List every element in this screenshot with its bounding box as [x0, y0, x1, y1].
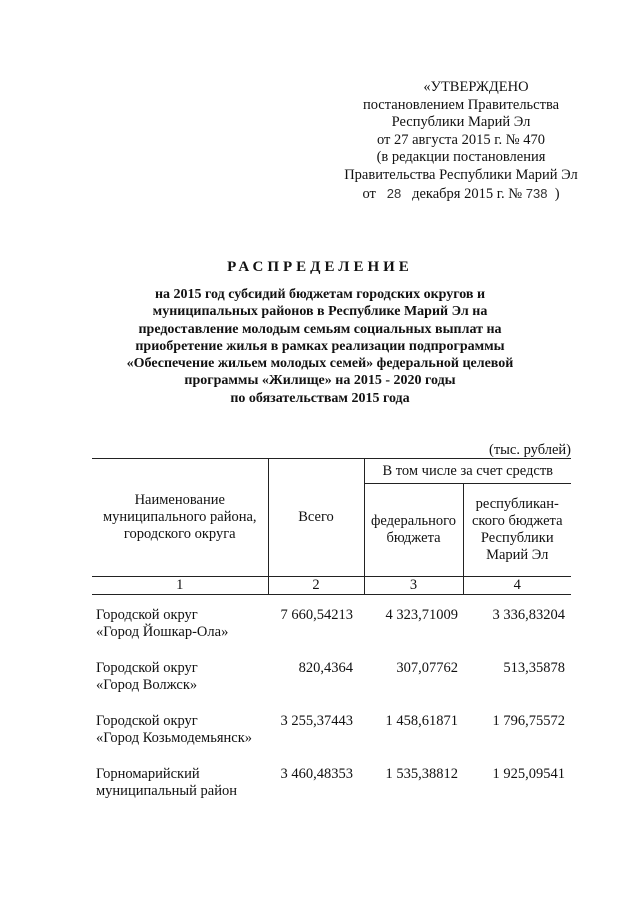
row-total: 3 255,37443: [280, 713, 353, 729]
approval-date: от 27 августа 2015 г. № 470: [376, 131, 546, 148]
approval-line: Республики Марий Эл: [391, 114, 531, 131]
col-number: 4: [463, 577, 571, 595]
table-header: [92, 458, 571, 595]
header-federal: федерального бюджета: [364, 484, 463, 577]
subtitle-line: «Обеспечение жильем молодых семей» федеральной целевой: [126, 356, 514, 372]
subtitle-line: программы «Жилище» на 2015 - 2020 годы: [184, 373, 456, 389]
row-name-line: «Город Йошкар-Ола»: [96, 624, 229, 640]
row-republic: 1 796,75572: [492, 713, 565, 729]
approval-stamp: [330, 79, 592, 203]
approval-line: постановлением Правительства: [362, 96, 560, 113]
header-republic: республикан-ского бюджета Республики Марий Эл: [463, 484, 571, 577]
approval-revision-date: [330, 185, 592, 204]
approval-month: декабря 2015 г. №: [412, 185, 523, 202]
row-name-line: Городской округ: [96, 607, 198, 623]
approval-heading: «УТВЕРЖДЕНО: [423, 79, 529, 95]
row-name-line: «Город Козьмодемьянск»: [96, 730, 253, 746]
row-name-line: Горномарийский: [96, 766, 200, 782]
approval-line: (в редакции постановления: [376, 149, 546, 166]
header-total: Всего: [268, 459, 364, 577]
header-group: В том числе за счет средств: [364, 459, 571, 484]
row-federal: 307,07762: [396, 660, 458, 676]
row-name: [96, 607, 286, 641]
row-name: [96, 660, 286, 694]
approval-prefix: от: [362, 185, 376, 202]
row-name-line: Городской округ: [96, 660, 198, 676]
subtitle-line: муниципальных районов в Республике Марий Эл на: [152, 304, 488, 320]
row-republic: 1 925,09541: [492, 766, 565, 782]
subtitle-line: предоставление молодым семьям социальных выплат на: [138, 321, 502, 337]
unit-label: (тыс. рублей): [489, 442, 571, 458]
row-name-line: «Город Волжск»: [96, 677, 198, 693]
document-subtitle: [110, 286, 530, 407]
row-name-line: муниципальный район: [96, 783, 237, 799]
row-total: 7 660,54213: [280, 607, 353, 623]
row-total: 3 460,48353: [280, 766, 353, 782]
row-republic: 3 336,83204: [492, 607, 565, 623]
approval-day: 28: [386, 185, 402, 201]
row-name: [96, 713, 286, 747]
row-name-line: Городской округ: [96, 713, 198, 729]
row-federal: 1 535,38812: [385, 766, 458, 782]
row-total: 820,4364: [298, 660, 353, 676]
approval-line: Правительства Республики Марий Эл: [344, 166, 578, 183]
document-title: РАСПРЕДЕЛЕНИЕ: [227, 259, 413, 275]
col-number: 1: [92, 577, 268, 595]
row-name: [96, 766, 286, 800]
subtitle-line: по обязательствам 2015 года: [230, 390, 410, 406]
approval-suffix: ): [554, 185, 560, 202]
row-federal: 4 323,71009: [385, 607, 458, 623]
subtitle-line: приобретение жилья в рамках реализации подпрограммы: [135, 338, 505, 354]
approval-number: 738: [525, 185, 548, 201]
header-name: Наименование муниципального района, городского округа: [92, 459, 268, 577]
row-federal: 1 458,61871: [385, 713, 458, 729]
col-number: 3: [364, 577, 463, 595]
col-number: 2: [268, 577, 364, 595]
subtitle-line: на 2015 год субсидий бюджетам городских округов и: [154, 287, 486, 302]
row-republic: 513,35878: [503, 660, 565, 676]
